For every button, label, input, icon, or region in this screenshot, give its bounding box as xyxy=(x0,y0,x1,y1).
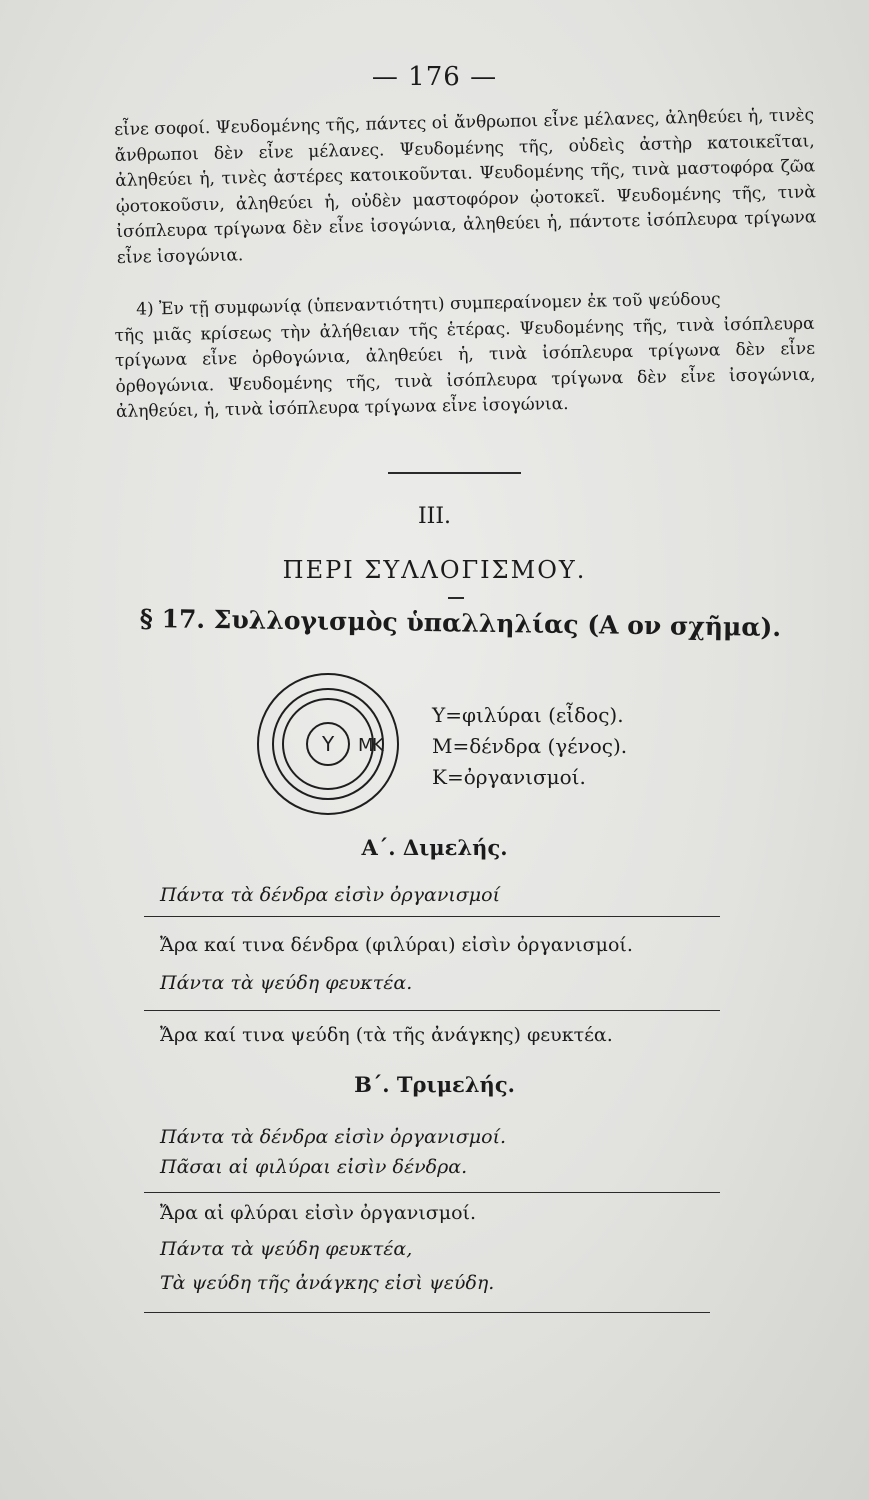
label-mu: Μ xyxy=(358,735,374,756)
a-rule-2 xyxy=(144,1010,720,1011)
mood-a-heading: Α΄. Διμελής. xyxy=(361,835,508,860)
definition-mu: Μ=δένδρα (γένος). xyxy=(432,734,628,758)
definition-kappa: Κ=ὀργανισμοί. xyxy=(432,765,586,789)
label-upsilon: Υ xyxy=(322,732,335,756)
section-divider xyxy=(388,472,521,474)
b2-premise-1: Πάντα τὰ ψεύδη φευκτέα, xyxy=(160,1238,413,1260)
a-premise-1: Πάντα τὰ δένδρα εἰσὶν ὀργανισμοί xyxy=(160,884,501,906)
b-rule-1 xyxy=(144,1192,720,1193)
definition-upsilon: Υ=φιλύραι (εἶδος). xyxy=(432,703,624,727)
a-conclusion-1: Ἄρα καί τινα δένδρα (φιλύραι) εἰσὶν ὀργανισμοί. xyxy=(160,934,633,956)
b-rule-2 xyxy=(144,1312,710,1313)
paragraph-subcontrary xyxy=(114,286,816,426)
page-number: — 176 — xyxy=(371,62,498,92)
paragraph-opposition-examples: εἶνε σοφοί. Ψευδομένης τῆς, πάντες οἱ ἄνθρωποι εἶνε μέλανες, ἀληθεύει ἡ, τινὲς ἄνθρωποι δὲν εἶνε μέλανες. Ψευδομένης τῆς, οὐδεὶς ἀστὴρ κατοικεῖται, ἀληθεύει ἡ, τινὲς ἀστέρες κατοικοῦνται. Ψευδομένης τῆς, τινὰ μαστοφόρα ζῶα ᾠοτοκοῦσιν, ἀληθεύει ἡ, οὐδὲν μαστοφόρον ᾠοτοκεῖ. Ψευδομένης τῆς, τινὰ ἰσόπλευρα τρίγωνα δὲν εἶνε ἰσογώνια, ἀληθεύει ἡ, πάντοτε ἰσόπλευρα τρίγωνα εἶνε ἰσογώνια. xyxy=(114,105,817,268)
b-premise-1: Πάντα τὰ δένδρα εἰσὶν ὀργανισμοί. xyxy=(160,1126,507,1148)
paragraph-subcontrary-first: 4) Ἐν τῇ συμφωνίᾳ (ὑπεναντιότητι) συμπεραίνομεν ἐκ τοῦ ψεύδους xyxy=(136,289,721,320)
definitions xyxy=(432,700,627,793)
b-premise-2: Πᾶσαι αἱ φιλύραι εἰσὶν δένδρα. xyxy=(160,1156,468,1178)
b-conclusion: Ἄρα αἱ φλύραι εἰσὶν ὀργανισμοί. xyxy=(160,1202,477,1224)
title-dash xyxy=(448,597,464,599)
a-premise-2: Πάντα τὰ ψεύδη φευκτέα. xyxy=(160,972,413,994)
subsection-heading: § 17. Συλλογισμὸς ὑπαλληλίας (Α ον σχῆμα). xyxy=(139,604,782,642)
section-title: ΠΕΡΙ ΣΥΛΛΟΓΙΣΜΟΥ. xyxy=(282,556,587,584)
a-rule-1 xyxy=(144,916,720,917)
euler-circles-diagram xyxy=(256,668,432,844)
paragraph-subcontrary-rest: τῆς μιᾶς κρίσεως τὴν ἀλήθειαν τῆς ἑτέρας. Ψευδομένης τῆς, τινὰ ἰσόπλευρα τρίγωνα εἶνε ὀρθογώνια, ἀληθεύει ἡ, τινὰ ἰσόπλευρα τρίγωνα δὲν εἶνε ὀρθογώνια. Ψευδομένης τῆς, τινὰ ἰσόπλευρα τρίγωνα δὲν εἶνε ἰσογώνια, ἀληθεύει, ἡ, τινὰ ἰσόπλευρα τρίγωνα εἶνε ἰσογώνια. xyxy=(114,313,816,422)
a-conclusion-2: Ἄρα καί τινα ψεύδη (τὰ τῆς ἀνάγκης) φευκτέα. xyxy=(160,1024,613,1046)
mood-b-heading: Β΄. Τριμελής. xyxy=(354,1072,515,1097)
b2-premise-2: Τὰ ψεύδη τῆς ἀνάγκης εἰσὶ ψεύδη. xyxy=(160,1272,495,1294)
section-number: III. xyxy=(417,504,452,529)
label-kappa: Κ xyxy=(372,735,384,756)
